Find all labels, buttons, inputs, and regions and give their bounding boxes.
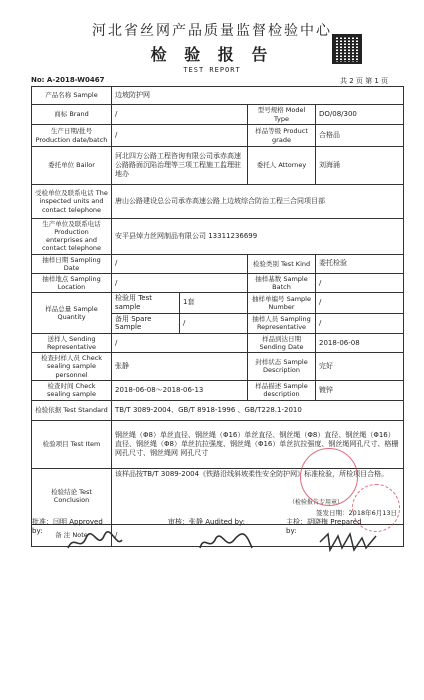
sample-description2-label: 样品描述 Sample description bbox=[248, 380, 316, 400]
test-sample-label: 检验用 Test sample bbox=[112, 293, 180, 314]
bailor-value: 河北四方公路工程咨询有限公司承赤高速公路路面沉陷治理等三项工程施工监理驻地办 bbox=[112, 147, 248, 185]
bailor-label: 委托单位 Bailor bbox=[32, 147, 112, 185]
check-personnel-value: 张静 bbox=[112, 353, 248, 380]
inspected-label: 受检单位及联系电话 The inspected units and contact telephone bbox=[32, 185, 112, 219]
sampling-location-label: 抽样地点 Sampling Location bbox=[32, 273, 112, 292]
producer-value: 安平县焯力丝网制品有限公司 13311236699 bbox=[112, 219, 404, 255]
prepared-label: 主检：胡晓梅 Prepared by: bbox=[286, 518, 362, 535]
sampling-location-value: / bbox=[112, 273, 248, 292]
report-number: No: A-2018-W0467 bbox=[31, 76, 105, 84]
grade-value: 合格品 bbox=[316, 125, 404, 147]
sampling-date-label: 抽样日期 Sampling Date bbox=[32, 254, 112, 273]
org-name: 河北省丝网产品质量监督检验中心 bbox=[92, 23, 332, 39]
sample-description-label: 封样状态 Sample Description bbox=[248, 353, 316, 380]
brand-value: / bbox=[112, 105, 248, 125]
report-title-en: TEST REPORT bbox=[183, 66, 241, 74]
sample-name-label: 产品名称 Sample bbox=[32, 87, 112, 105]
check-time-label: 检查时间 Check sealing sample bbox=[32, 380, 112, 400]
qr-code-icon bbox=[332, 34, 362, 64]
stamp-caption: （检验报告专用章） bbox=[288, 498, 343, 506]
official-seal-icon bbox=[300, 448, 358, 506]
attorney-label: 委托人 Attorney bbox=[248, 147, 316, 185]
check-personnel-label: 检查封样人员 Check sealing sample personnel bbox=[32, 353, 112, 380]
sampling-date-value: / bbox=[112, 254, 248, 273]
model-label: 型号规格 Model Type bbox=[248, 105, 316, 125]
note-label: 备 注 Note bbox=[32, 524, 112, 546]
preparer-signature-icon bbox=[318, 528, 378, 560]
sample-batch-label: 抽样基数 Sample Batch bbox=[248, 273, 316, 292]
model-value: DO/08/300 bbox=[316, 105, 404, 125]
sample-number-value: / bbox=[316, 293, 404, 314]
test-kind-value: 委托检验 bbox=[316, 254, 404, 273]
spare-sample-label: 备用 Spare Sample bbox=[112, 313, 180, 334]
production-value: / bbox=[112, 125, 248, 147]
check-time-value: 2018-06-08～2018-06-13 bbox=[112, 380, 248, 400]
sample-description2-value: 镀锌 bbox=[316, 380, 404, 400]
test-conclusion-label: 检验结论 Test Conclusion bbox=[32, 468, 112, 524]
sample-batch-value: / bbox=[316, 273, 404, 292]
test-sample-value: 1套 bbox=[180, 293, 248, 314]
attorney-value: 刘海涌 bbox=[316, 147, 404, 185]
test-standard-value: TB/T 3089-2004、GB/T 8918-1996 、GB/T228.1-2010 bbox=[112, 400, 404, 420]
approver-signature-icon bbox=[64, 530, 124, 558]
spare-sample-value: / bbox=[180, 313, 248, 334]
sampling-rep-value: / bbox=[316, 313, 404, 334]
test-standard-label: 检验依据 Test Standard bbox=[32, 400, 112, 420]
sample-name: 边坡防护网 bbox=[112, 87, 404, 105]
audited-label: 审核：张静 Audited by: bbox=[168, 518, 245, 526]
sample-description-value: 完好 bbox=[316, 353, 404, 380]
test-kind-label: 检验类别 Test Kind bbox=[248, 254, 316, 273]
sign-date: 签发日期：2018年6月13日 bbox=[316, 508, 397, 517]
grade-label: 样品等级 Product grade bbox=[248, 125, 316, 147]
test-item-label: 检验项目 Test Item bbox=[32, 420, 112, 468]
report-title: 检 验 报 告 bbox=[150, 45, 274, 64]
approved-label: 批准：闫明 Approved by: bbox=[32, 518, 103, 535]
sample-number-label: 抽样单编号 Sample Number bbox=[248, 293, 316, 314]
sending-date-label: 样品到达日期 Sending Date bbox=[248, 334, 316, 353]
sending-rep-label: 送样人 Sending Representative bbox=[32, 334, 112, 353]
page-info: 共 2 页 第 1 页 bbox=[340, 77, 389, 85]
brand-label: 商标 Brand bbox=[32, 105, 112, 125]
sending-date-value: 2018-06-08 bbox=[316, 334, 404, 353]
producer-label: 生产单位及联系电话 Production enterprises and contact telephone bbox=[32, 219, 112, 255]
note-value: / bbox=[112, 524, 404, 546]
test-item-value: 钢丝绳（Φ8）单丝直径、钢丝绳（Φ16）单丝直径、钢丝绳（Φ8）直径、钢丝绳（Φ16）直径、钢丝绳（Φ8）单丝抗拉强度、钢丝绳（Φ16）单丝抗拉强度、钢丝绳网孔尺寸、格栅网孔尺寸、钢丝绳网 网孔尺寸 bbox=[112, 420, 404, 468]
sending-rep-value: / bbox=[112, 334, 248, 353]
auditor-signature-icon bbox=[196, 528, 256, 560]
sample-quantity-label: 样品总量 Sample Quantity bbox=[32, 293, 112, 334]
sampling-rep-label: 抽样人员 Sampling Representative bbox=[248, 313, 316, 334]
production-label: 生产日期/批号 Production date/batch bbox=[32, 125, 112, 147]
test-conclusion-value: 该样品按TB/T 3089-2004《铁路沿线斜坡柔性安全防护网》标准检验，所检项目合格。 bbox=[115, 469, 389, 478]
inspected-value: 唐山公路建设总公司承赤高速公路上边坡综合防治工程三合同项目部 bbox=[112, 185, 404, 219]
